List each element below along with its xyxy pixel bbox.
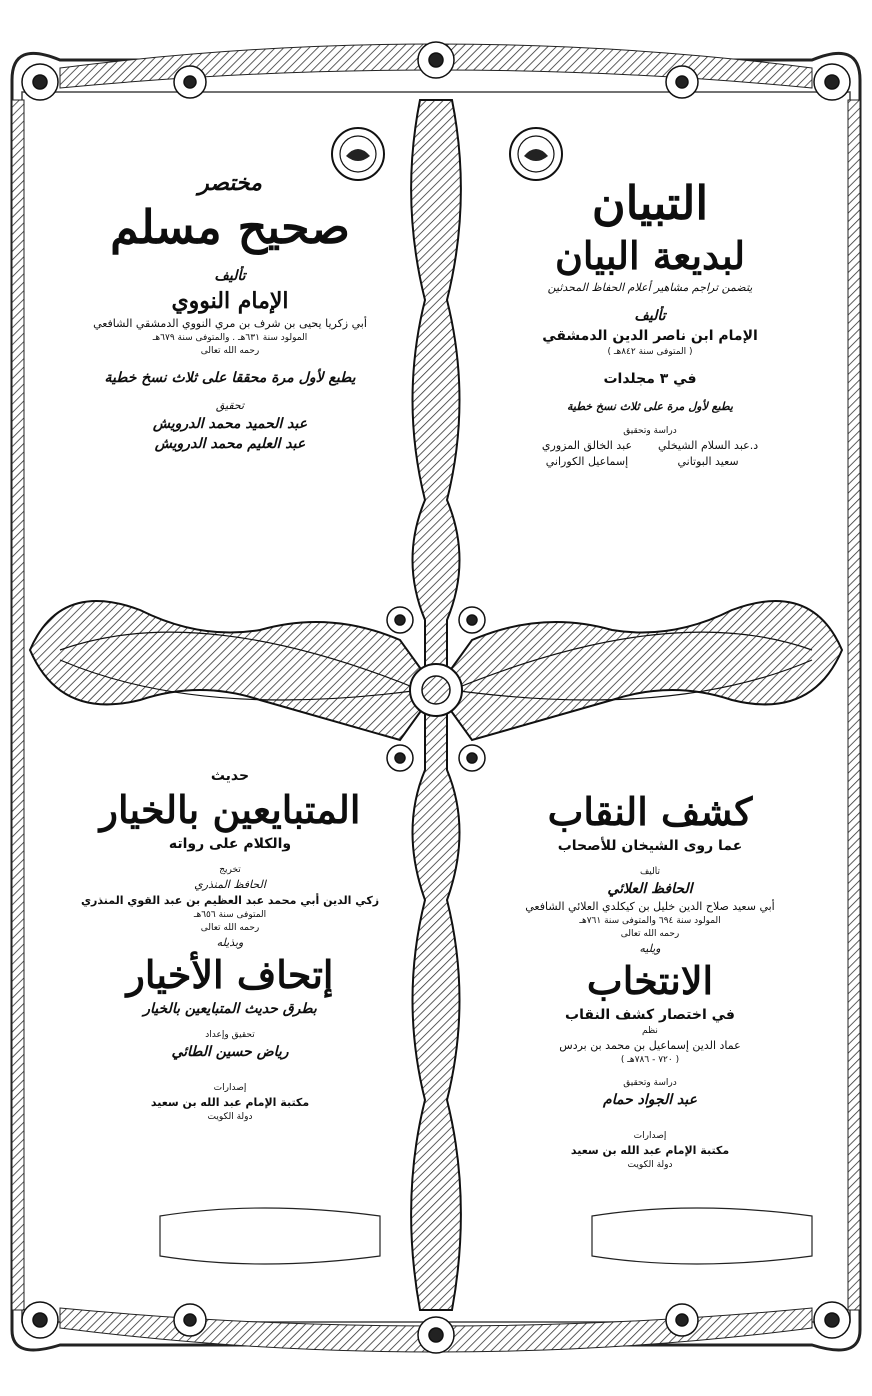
title-sub: والكلام على رواته [168, 836, 292, 852]
editor-name: عبد الحميد محمد الدرويش [152, 416, 308, 432]
author-blessing: رحمه الله تعالى [200, 346, 260, 356]
author-full-name: أبي سعيد صلاح الدين خليل بن كيكلدي العلائي الشافعي [525, 900, 775, 913]
appendix-label: ويليه [639, 942, 661, 955]
publisher-country: دولة الكويت [627, 1160, 673, 1170]
panel-at-tibyan [460, 150, 840, 650]
appendix-label: وبذيله [216, 936, 244, 949]
hadith-label: حديث [210, 768, 250, 784]
author-name: الإمام ابن ناصر الدين الدمشقي [542, 328, 758, 344]
publisher-label: إصدارات [213, 1083, 247, 1093]
editor-name: د.عبد السلام الشيخلي [658, 439, 759, 452]
title-large: التبيان [591, 176, 709, 230]
panel-mukhtasar-sahih-muslim [40, 150, 420, 650]
title-large: المتبايعين بالخيار [99, 787, 361, 832]
author-dates: المولود سنة ٦٣١هـ . والمتوفى سنة ٦٧٩هـ [152, 333, 308, 343]
publisher-label: إصدارات [633, 1131, 667, 1141]
title-large: صحيح مسلم [110, 200, 350, 254]
appendix-title: إتحاف الأخيار [126, 952, 334, 997]
author-full-name: زكي الدين أبي محمد عبد العظيم بن عبد القوي المنذري [80, 894, 380, 907]
takhrij-label: تخريج [219, 865, 241, 875]
author-dates: المولود سنة ٦٩٤ والمتوفى سنة ٧٦١هـ [579, 916, 721, 926]
publisher-name: مكتبة الإمام عبد الله بن سعيد [570, 1144, 730, 1157]
appendix-sub: في اختصار كشف النقاب [565, 1007, 735, 1023]
authorship-label: تأليف [214, 268, 246, 284]
edition-note: يطبع لأول مرة محققا على ثلاث نسخ خطية [104, 370, 356, 386]
title-sub: عما روى الشيخان للأصحاب [557, 838, 743, 854]
publisher-name: مكتبة الإمام عبد الله بن سعيد [150, 1096, 310, 1109]
panel-hadith-al-mutabayiayn [40, 760, 420, 1260]
editing-label: تحقيق [215, 399, 245, 412]
editor-name: عبد الجواد حمام [603, 1092, 697, 1108]
title-large: كشف النقاب [547, 789, 753, 834]
author-blessing: رحمه الله تعالى [620, 929, 680, 939]
appendix-author: عماد الدين إسماعيل بن محمد بن بردس [559, 1039, 741, 1052]
editor-name: عبد العليم محمد الدرويش [154, 436, 306, 452]
editor-name: رياض حسين الطائي [171, 1044, 289, 1060]
editor-name: سعيد البوتاني [677, 455, 739, 468]
author-name: الحافظ المنذري [194, 878, 266, 891]
appendix-sub: بطرق حديث المتبايعين بالخيار [143, 1001, 317, 1017]
publisher-country: دولة الكويت [207, 1112, 253, 1122]
prep-label: تحقيق وإعداد [205, 1030, 255, 1040]
author-dates: ( المتوفى سنة ٨٤٢هـ ) [607, 347, 693, 357]
title-small: مختصر [198, 170, 262, 196]
title-sub: لبديعة البيان [554, 233, 746, 278]
author-name: الحافظ العلائي [607, 881, 693, 897]
edition-note: يطبع لأول مرة على ثلاث نسخ خطية [567, 400, 733, 413]
appendix-author-label: نظم [642, 1026, 658, 1036]
editors-grid [460, 438, 840, 470]
appendix-author-dates: ( ٧٢٠ - ٧٨٦هـ ) [620, 1055, 680, 1065]
editor-name: عبد الخالق المزوري [541, 439, 633, 452]
volumes-count: في ٣ مجلدات [603, 371, 697, 387]
author-blessing: رحمه الله تعالى [200, 923, 260, 933]
author-dates: المتوفى سنة ٦٥٦هـ [193, 910, 267, 920]
study-label: دراسة وتحقيق [623, 426, 677, 436]
panel-kashf-an-niqab [460, 760, 840, 1260]
author-full-name: أبي زكريا يحيى بن شرف بن مري النووي الدمشقي الشافعي [93, 317, 367, 330]
author-name: الإمام النووي [171, 288, 289, 314]
appendix-title: الانتخاب [586, 958, 714, 1003]
editor-name: إسماعيل الكوراني [545, 455, 629, 468]
authorship-label: تأليف [634, 308, 666, 324]
study-label: دراسة وتحقيق [623, 1078, 677, 1088]
authorship-label: تأليف [639, 867, 661, 877]
book-description: يتضمن تراجم مشاهير أعلام الحفاظ المحدثين [547, 281, 753, 294]
